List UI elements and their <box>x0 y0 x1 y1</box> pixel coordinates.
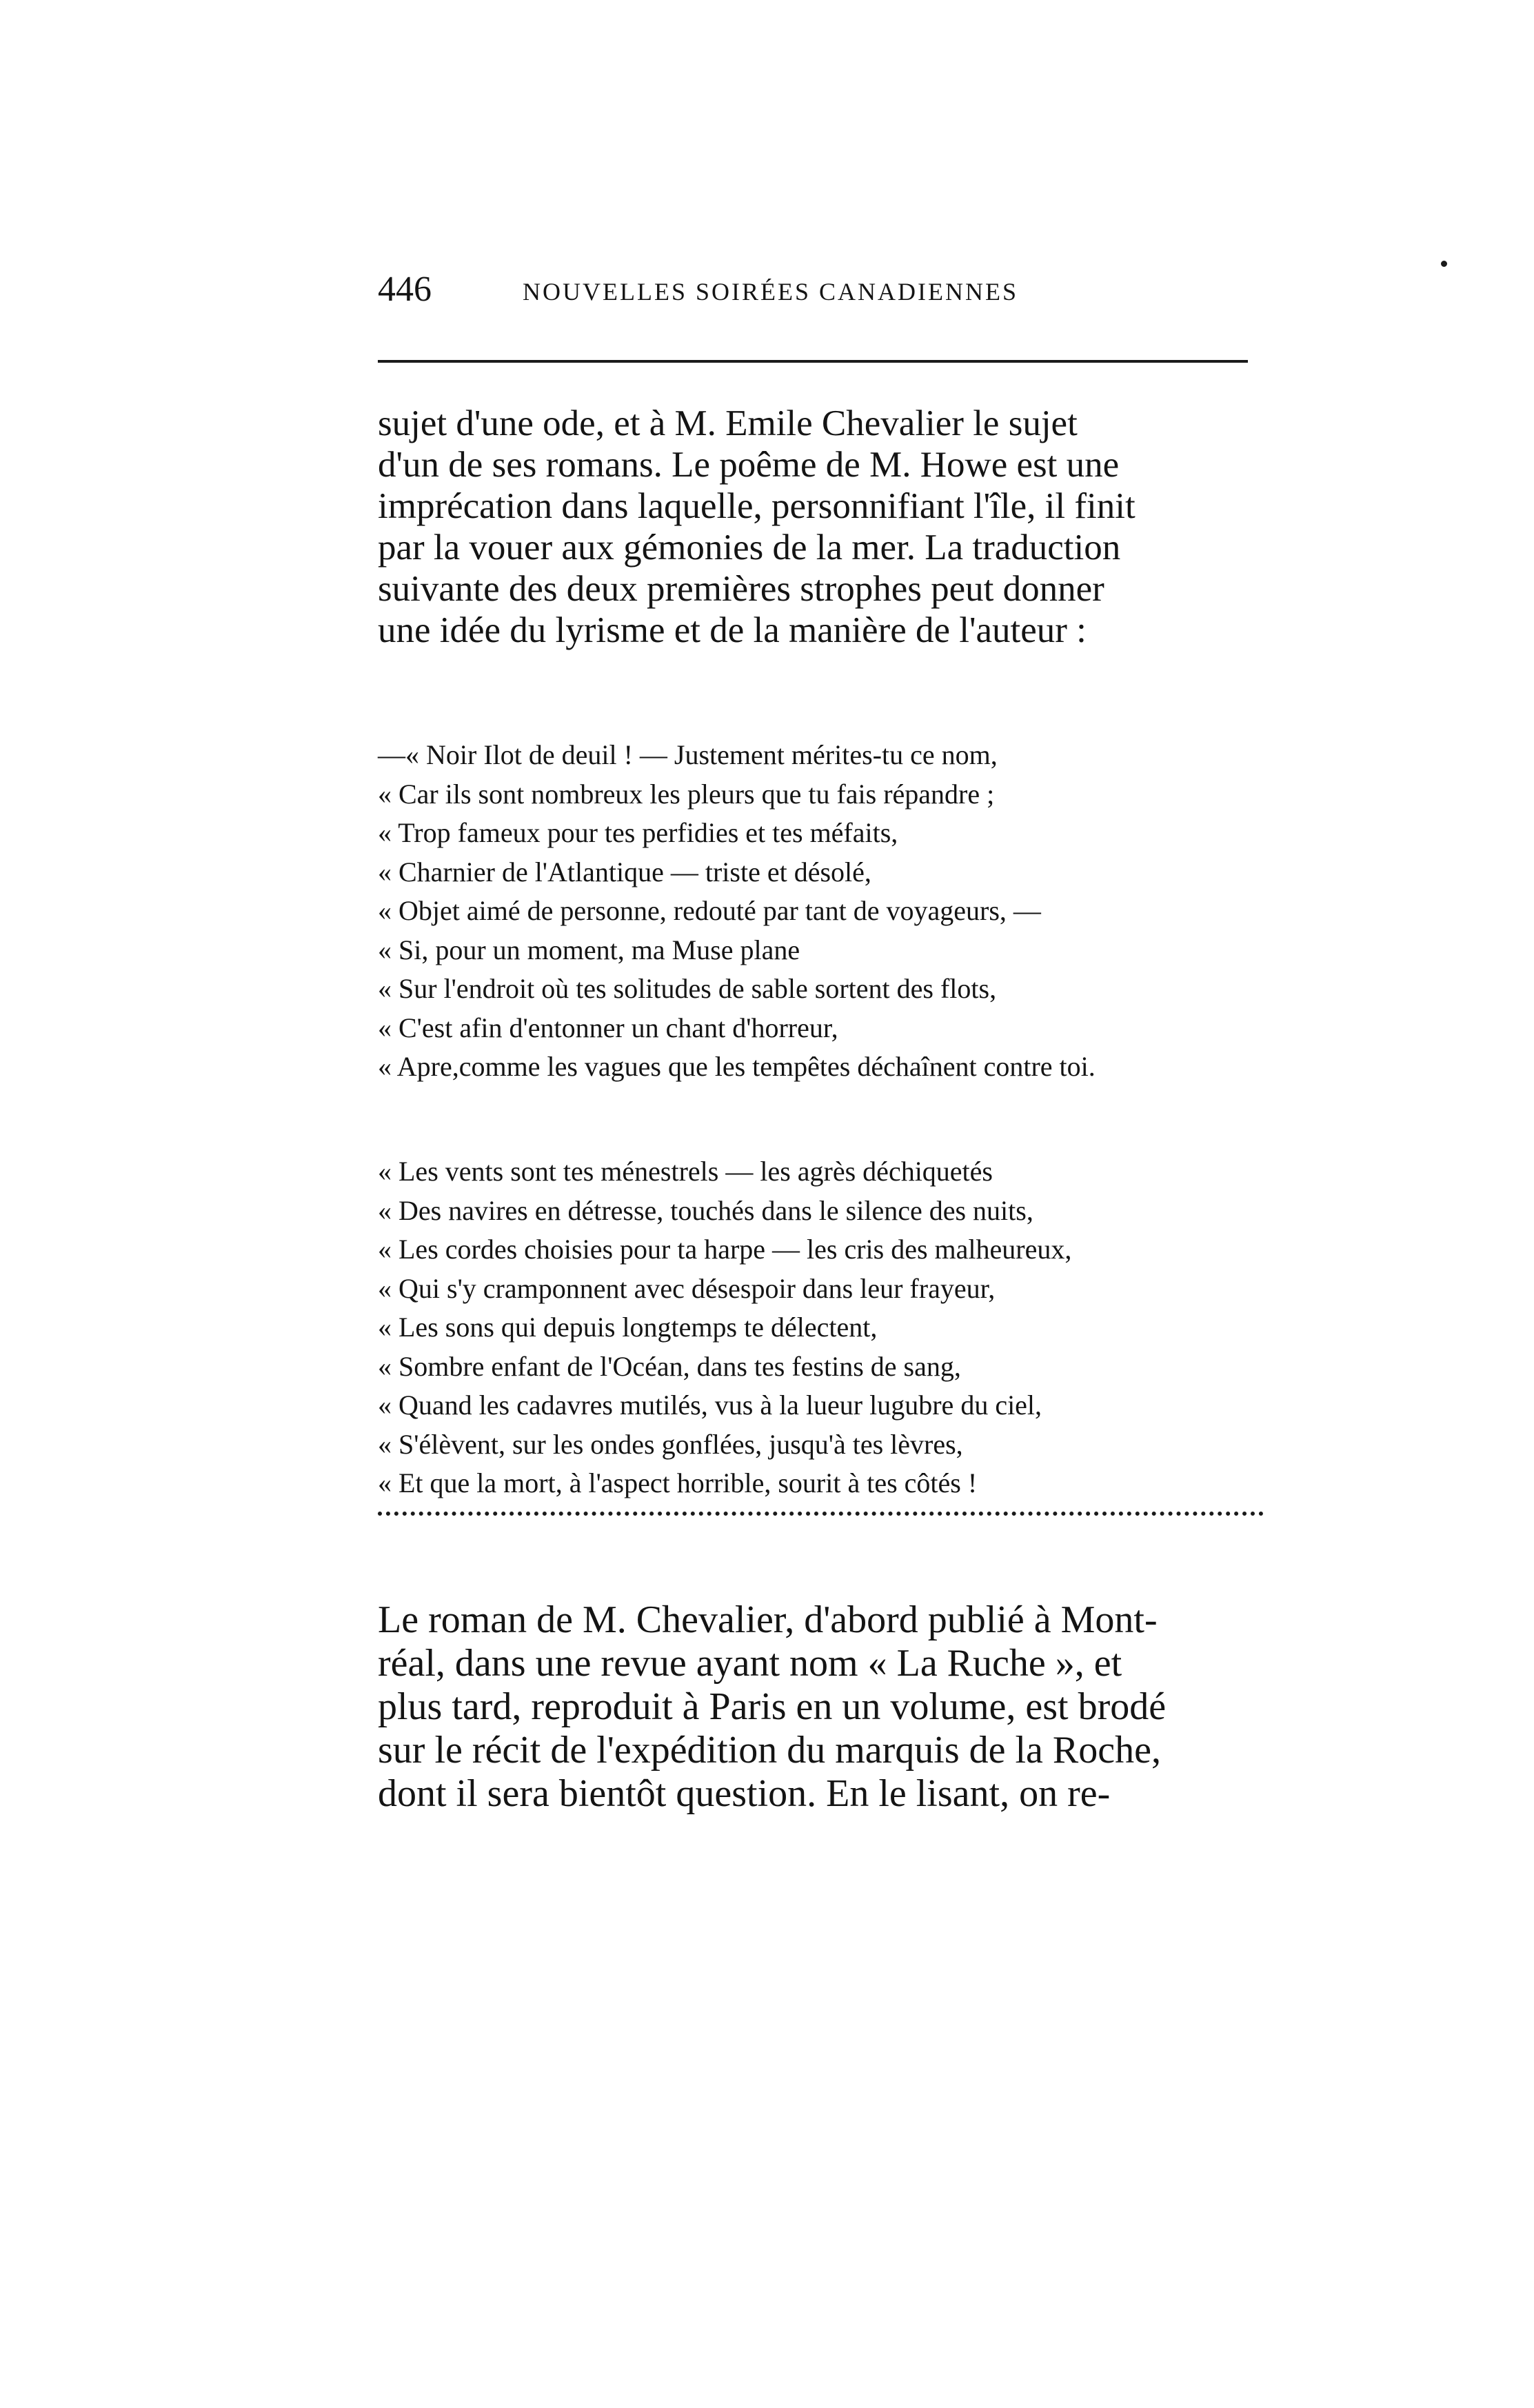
poem-stanza-2 <box>378 1152 1267 1503</box>
verse-line: « C'est afin d'entonner un chant d'horreur, <box>378 1012 838 1043</box>
verse-line: « Charnier de l'Atlantique — triste et désolé, <box>378 856 871 887</box>
verse-line: « Car ils sont nombreux les pleurs que tu fais répandre ; <box>378 778 995 810</box>
verse-line: « Sombre enfant de l'Océan, dans tes festins de sang, <box>378 1350 961 1382</box>
poem-stanza-1 <box>378 736 1267 1087</box>
verse-line: « Quand les cadavres mutilés, vus à la lueur lugubre du ciel, <box>378 1389 1042 1421</box>
verse-line: —« Noir Ilot de deuil ! — Justement mérites-tu ce nom, <box>378 739 998 770</box>
text-line: sujet d'une ode, et à M. Emile Chevalier le sujet <box>378 403 1078 443</box>
verse-line: « S'élèvent, sur les ondes gonflées, jusqu'à tes lèvres, <box>378 1428 963 1460</box>
verse-line: « Objet aimé de personne, redouté par tant de voyageurs, — <box>378 895 1041 926</box>
verse-line: « Sur l'endroit où tes solitudes de sable sortent des flots, <box>378 973 997 1004</box>
text-line: par la vouer aux gémonies de la mer. La traduction <box>378 528 1121 568</box>
text-line: une idée du lyrisme et de la manière de l'auteur : <box>378 610 1087 650</box>
header-rule <box>378 360 1248 363</box>
verse-line: « Si, pour un moment, ma Muse plane <box>378 934 800 965</box>
text-line: réal, dans une revue ayant nom « La Ruche », et <box>378 1642 1122 1685</box>
running-title: NOUVELLES SOIRÉES CANADIENNES <box>523 278 1018 305</box>
paragraph-roman <box>378 1598 1264 1816</box>
verse-line: « Les vents sont tes ménestrels — les agrès déchiquetés <box>378 1156 993 1187</box>
verse-line: « Apre,comme les vagues que les tempêtes déchaînent contre toi. <box>378 1051 1096 1082</box>
running-head <box>378 265 1288 314</box>
verse-line: « Les sons qui depuis longtemps te délectent, <box>378 1312 878 1343</box>
verse-line: « Des navires en détresse, touchés dans le silence des nuits, <box>378 1194 1033 1226</box>
text-line: plus tard, reproduit à Paris en un volume, est brodé <box>378 1685 1167 1728</box>
text-line: sur le récit de l'expédition du marquis de la Roche, <box>378 1729 1161 1772</box>
verse-line: « Les cordes choisies pour ta harpe — les cris des malheureux, <box>378 1234 1072 1265</box>
text-line: d'un de ses romans. Le poême de M. Howe est une <box>378 445 1120 485</box>
text-line: imprécation dans laquelle, personnifiant l'île, il finit <box>378 486 1136 526</box>
verse-line: « Et que la mort, à l'aspect horrible, sourit à tes côtés ! <box>378 1467 978 1498</box>
verse-line: « Qui s'y cramponnent avec désespoir dans leur frayeur, <box>378 1272 996 1304</box>
page-number: 446 <box>378 270 432 309</box>
verse-line: « Trop fameux pour tes perfidies et tes méfaits, <box>378 817 898 848</box>
dotted-separator <box>378 1512 1264 1516</box>
paragraph-intro <box>378 403 1264 651</box>
stray-ink-dot <box>1441 261 1447 267</box>
text-line: dont il sera bientôt question. En le lisant, on re- <box>378 1772 1111 1815</box>
text-line: suivante des deux premières strophes peut donner <box>378 569 1104 609</box>
text-line: Le roman de M. Chevalier, d'abord publié à Mont- <box>378 1598 1158 1641</box>
